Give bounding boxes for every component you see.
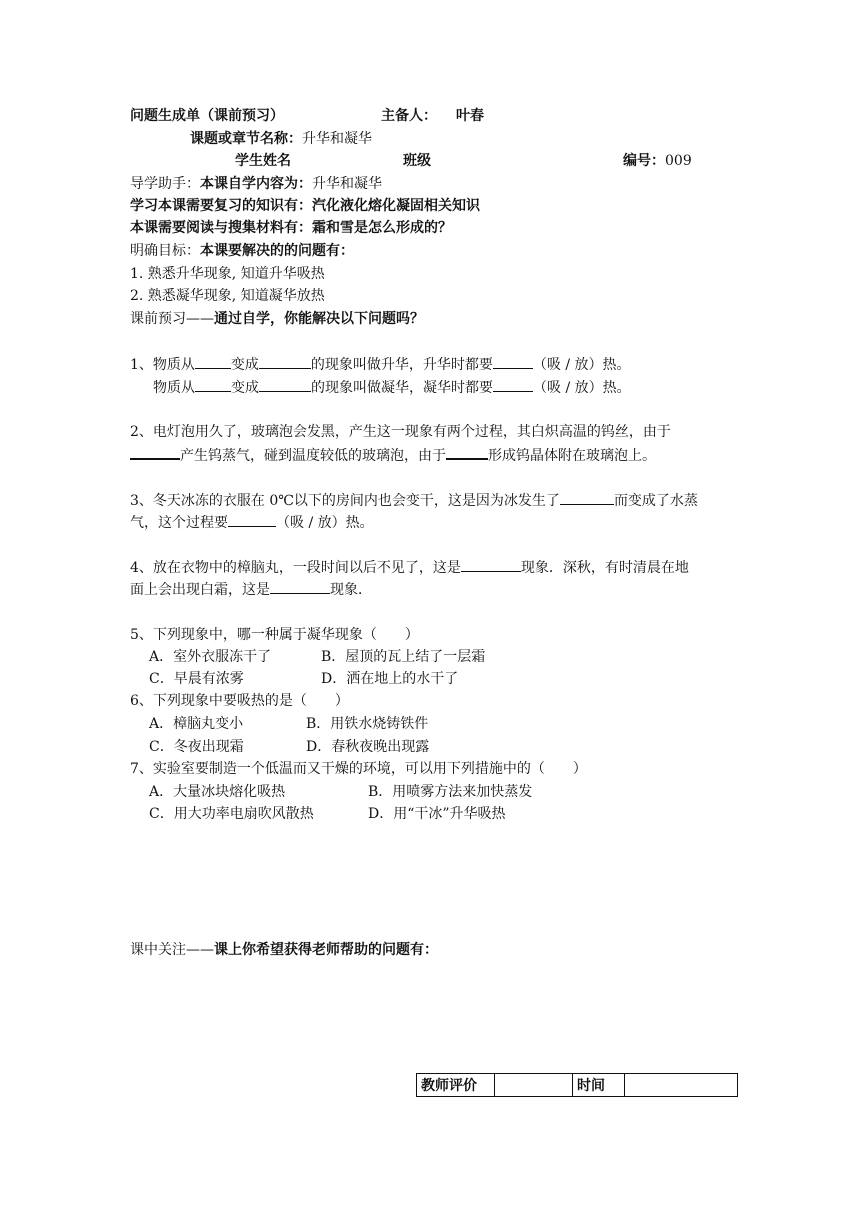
q5-option-d[interactable]: D．洒在地上的水干了	[321, 671, 459, 687]
in-class-label: 课中关注——	[130, 942, 214, 958]
q3-blank-1[interactable]	[560, 490, 614, 505]
q3-blank-2[interactable]	[228, 512, 276, 527]
in-class-line	[130, 940, 438, 960]
goal-label: 明确目标：	[130, 243, 200, 259]
q3-text-3: 气，这个过程要	[130, 515, 228, 531]
teacher-eval-label: 教师评价	[417, 1074, 495, 1097]
q3-text-4: （吸 / 放）热。	[276, 515, 374, 531]
question-3-line-1	[130, 490, 698, 511]
table-row	[417, 1074, 738, 1097]
q6-option-a[interactable]: A．樟脑丸变小	[149, 716, 244, 732]
question-1-line-2	[153, 377, 631, 398]
preview-line	[130, 309, 424, 329]
assistant-line	[130, 174, 382, 194]
class-label: 班级	[403, 153, 431, 169]
q1a-blank-1[interactable]	[195, 354, 231, 369]
question-6-stem: 6、下列现象中要吸热的是（ ）	[130, 693, 349, 709]
q6-option-c[interactable]: C．冬夜出现霜	[149, 739, 244, 755]
form-title: 问题生成单（课前预习）	[130, 108, 284, 124]
question-2-line-2	[130, 444, 656, 466]
number-value: 009	[665, 153, 692, 169]
q1b-text-4: （吸 / 放）热。	[533, 380, 631, 396]
q4-text-1: 4、放在衣物中的樟脑丸，一段时间以后不见了，这是	[130, 560, 461, 576]
preparer-name: 叶春	[456, 108, 484, 124]
q1a-text-4: （吸 / 放）热。	[532, 357, 631, 373]
teacher-eval-field[interactable]	[495, 1074, 573, 1097]
q3-text-2: 而变成了水蒸	[613, 493, 698, 509]
preparer-label: 主备人：	[381, 108, 437, 124]
question-2-line-1: 2、电灯泡用久了，玻璃泡会发黑，产生这一现象有两个过程，其白炽高温的钨丝，由于	[130, 424, 671, 440]
q1b-blank-3[interactable]	[493, 377, 533, 392]
q1a-text-1: 1、物质从	[130, 357, 195, 373]
q7-option-c[interactable]: C．用大功率电扇吹风散热	[149, 806, 314, 822]
assistant-text: 本课自学内容为：	[200, 176, 312, 192]
q4-text-4: 现象．	[330, 582, 372, 598]
review-line: 学习本课需要复习的知识有：汽化液化熔化凝固相关知识	[130, 198, 480, 214]
reading-line: 本课需要阅读与搜集材料有：霜和雪是怎么形成的？	[130, 220, 452, 236]
question-7-stem: 7、实验室要制造一个低温而又干燥的环境，可以用下列措施中的（ ）	[130, 761, 587, 777]
topic-value: 升华和凝华	[302, 131, 372, 147]
topic-line	[190, 129, 372, 149]
number-line	[623, 151, 692, 171]
q7-option-b[interactable]: B．用喷雾方法来加快蒸发	[368, 784, 533, 800]
question-4-line-2	[130, 579, 372, 600]
goal-item: 2. 熟悉凝华现象, 知道凝华放热	[130, 288, 325, 304]
q4-blank-1[interactable]	[461, 557, 521, 572]
q3-text-1: 3、冬天冰冻的衣服在 0℃以下的房间内也会变干，这是因为冰发生了	[130, 493, 560, 509]
q2-blank-2[interactable]	[446, 444, 488, 460]
q4-text-2: 现象．深秋，有时清晨在地	[520, 560, 689, 576]
question-3-line-2	[130, 512, 374, 533]
assistant-label: 导学助手：	[130, 176, 200, 192]
time-label: 时间	[573, 1074, 625, 1097]
q4-text-3: 面上会出现白霜，这是	[130, 582, 270, 598]
number-label: 编号：	[623, 153, 665, 169]
q6-option-b[interactable]: B．用铁水烧铸铁件	[306, 716, 429, 732]
q1b-text-1: 物质从	[153, 380, 195, 396]
q1a-blank-2[interactable]	[259, 354, 311, 369]
time-field[interactable]	[625, 1074, 738, 1097]
q1b-blank-2[interactable]	[259, 377, 311, 392]
question-1-line-1	[130, 354, 631, 375]
goal-text: 本课要解决的的问题有：	[200, 243, 354, 259]
q1b-text-2: 变成	[231, 380, 259, 396]
q1b-blank-1[interactable]	[195, 377, 231, 392]
in-class-text: 课上你希望获得老师帮助的问题有：	[214, 942, 438, 958]
q5-option-a[interactable]: A．室外衣服冻干了	[149, 649, 272, 665]
q7-option-d[interactable]: D．用“干冰”升华吸热	[368, 806, 506, 822]
goal-item: 1. 熟悉升华现象, 知道升华吸热	[130, 266, 325, 282]
q1b-text-3: 的现象叫做凝华，凝华时都要	[311, 380, 493, 396]
q2-text-1: 产生钨蒸气，碰到温度较低的玻璃泡，由于	[180, 448, 446, 464]
q1a-text-3: 的现象叫做升华，升华时都要	[310, 357, 493, 373]
q5-option-b[interactable]: B．屋顶的瓦上结了一层霜	[321, 649, 486, 665]
q1a-text-2: 变成	[230, 357, 259, 373]
question-4-line-1	[130, 557, 689, 578]
student-name-label: 学生姓名	[235, 153, 291, 169]
question-5-stem: 5、下列现象中，哪一种属于凝华现象（ ）	[130, 627, 419, 643]
q2-text-2: 形成钨晶体附在玻璃泡上。	[488, 448, 656, 464]
q4-blank-2[interactable]	[270, 579, 330, 594]
q1a-blank-3[interactable]	[493, 354, 533, 369]
q6-option-d[interactable]: D．春秋夜晚出现露	[306, 739, 430, 755]
teacher-evaluation-table	[416, 1073, 738, 1097]
topic-label: 课题或章节名称：	[190, 131, 302, 147]
q5-option-c[interactable]: C．早晨有浓雾	[149, 671, 244, 687]
preview-text: 通过自学，你能解决以下问题吗？	[214, 311, 424, 327]
assistant-value: 升华和凝华	[312, 176, 382, 192]
q7-option-a[interactable]: A．大量冰块熔化吸热	[149, 784, 286, 800]
q2-blank-1[interactable]	[130, 444, 180, 460]
preview-label: 课前预习——	[130, 311, 214, 327]
goal-line	[130, 241, 354, 261]
